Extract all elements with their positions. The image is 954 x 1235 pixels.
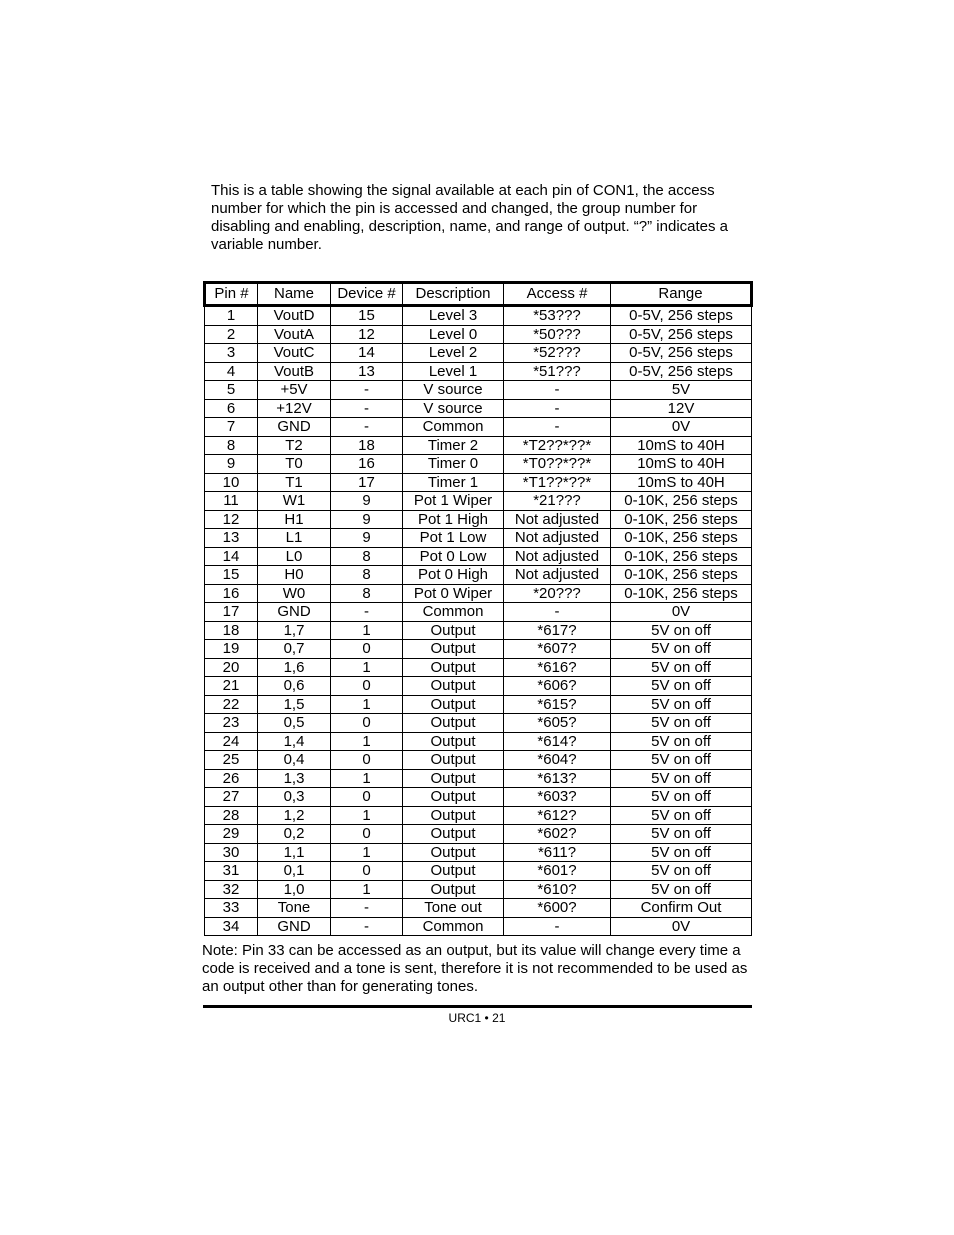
- cell-name: GND: [258, 917, 331, 936]
- cell-range: 0-10K, 256 steps: [611, 529, 752, 548]
- cell-device: 1: [331, 880, 403, 899]
- cell-description: Output: [403, 862, 504, 881]
- cell-range: 0-5V, 256 steps: [611, 306, 752, 326]
- cell-range: 10mS to 40H: [611, 455, 752, 474]
- table-row: [205, 677, 752, 696]
- cell-pin: 21: [205, 677, 258, 696]
- cell-name: H0: [258, 566, 331, 585]
- cell-pin: 29: [205, 825, 258, 844]
- cell-description: Common: [403, 418, 504, 437]
- cell-pin: 13: [205, 529, 258, 548]
- cell-access: *601?: [504, 862, 611, 881]
- cell-access: *602?: [504, 825, 611, 844]
- cell-pin: 11: [205, 492, 258, 511]
- table-body: [205, 306, 752, 936]
- table-row: [205, 825, 752, 844]
- cell-name: 0,2: [258, 825, 331, 844]
- cell-access: Not adjusted: [504, 566, 611, 585]
- cell-range: 5V on off: [611, 640, 752, 659]
- cell-device: -: [331, 418, 403, 437]
- cell-pin: 31: [205, 862, 258, 881]
- cell-access: *20???: [504, 584, 611, 603]
- cell-description: Common: [403, 917, 504, 936]
- con1-pin-table: [203, 281, 753, 936]
- cell-name: L0: [258, 547, 331, 566]
- cell-name: T2: [258, 436, 331, 455]
- cell-device: 15: [331, 306, 403, 326]
- cell-description: Tone out: [403, 899, 504, 918]
- table-row: [205, 621, 752, 640]
- cell-access: -: [504, 399, 611, 418]
- cell-access: *T1??*??*: [504, 473, 611, 492]
- table-row: [205, 769, 752, 788]
- cell-device: 13: [331, 362, 403, 381]
- cell-pin: 23: [205, 714, 258, 733]
- cell-name: 0,6: [258, 677, 331, 696]
- table-row: [205, 732, 752, 751]
- cell-description: Pot 0 Low: [403, 547, 504, 566]
- cell-description: Pot 1 Low: [403, 529, 504, 548]
- cell-pin: 9: [205, 455, 258, 474]
- table-row: [205, 436, 752, 455]
- cell-name: VoutD: [258, 306, 331, 326]
- cell-access: *50???: [504, 325, 611, 344]
- cell-device: 1: [331, 769, 403, 788]
- cell-device: -: [331, 399, 403, 418]
- cell-pin: 4: [205, 362, 258, 381]
- cell-pin: 10: [205, 473, 258, 492]
- cell-access: Not adjusted: [504, 547, 611, 566]
- cell-range: 12V: [611, 399, 752, 418]
- cell-description: Output: [403, 621, 504, 640]
- header-device: Device #: [331, 283, 403, 306]
- cell-access: *51???: [504, 362, 611, 381]
- cell-device: 1: [331, 658, 403, 677]
- table-row: [205, 695, 752, 714]
- cell-device: 0: [331, 640, 403, 659]
- cell-device: 18: [331, 436, 403, 455]
- cell-access: *T0??*??*: [504, 455, 611, 474]
- cell-range: Confirm Out: [611, 899, 752, 918]
- cell-name: 1,6: [258, 658, 331, 677]
- cell-name: VoutA: [258, 325, 331, 344]
- cell-pin: 3: [205, 344, 258, 363]
- note-paragraph: Note: Pin 33 can be accessed as an output, but its value will change every time a code is received and a tone is sent, therefore it is not recommended to be used as an output other than for generating tones.: [202, 942, 748, 995]
- cell-pin: 34: [205, 917, 258, 936]
- cell-device: 0: [331, 788, 403, 807]
- cell-name: VoutC: [258, 344, 331, 363]
- table-row: [205, 344, 752, 363]
- cell-name: 1,1: [258, 843, 331, 862]
- cell-range: 5V on off: [611, 714, 752, 733]
- table-row: [205, 843, 752, 862]
- cell-name: 1,0: [258, 880, 331, 899]
- cell-device: 0: [331, 751, 403, 770]
- table-row: [205, 880, 752, 899]
- footer-rule: [203, 1005, 752, 1008]
- cell-range: 5V on off: [611, 788, 752, 807]
- cell-access: *612?: [504, 806, 611, 825]
- cell-name: 1,3: [258, 769, 331, 788]
- cell-device: 9: [331, 492, 403, 511]
- cell-access: *T2??*??*: [504, 436, 611, 455]
- cell-device: 8: [331, 547, 403, 566]
- cell-pin: 5: [205, 381, 258, 400]
- cell-access: *600?: [504, 899, 611, 918]
- cell-description: Output: [403, 714, 504, 733]
- cell-name: H1: [258, 510, 331, 529]
- cell-access: *613?: [504, 769, 611, 788]
- cell-access: *616?: [504, 658, 611, 677]
- cell-range: 0-5V, 256 steps: [611, 362, 752, 381]
- cell-range: 10mS to 40H: [611, 436, 752, 455]
- cell-device: 1: [331, 732, 403, 751]
- cell-range: 5V on off: [611, 751, 752, 770]
- cell-access: *615?: [504, 695, 611, 714]
- cell-device: -: [331, 917, 403, 936]
- cell-range: 0-10K, 256 steps: [611, 492, 752, 511]
- table-row: [205, 640, 752, 659]
- cell-range: 0-10K, 256 steps: [611, 584, 752, 603]
- table-row: [205, 566, 752, 585]
- cell-range: 0-10K, 256 steps: [611, 566, 752, 585]
- table-row: [205, 325, 752, 344]
- cell-pin: 27: [205, 788, 258, 807]
- header-range: Range: [611, 283, 752, 306]
- cell-range: 5V on off: [611, 806, 752, 825]
- cell-device: 1: [331, 806, 403, 825]
- cell-access: *617?: [504, 621, 611, 640]
- cell-description: Pot 0 Wiper: [403, 584, 504, 603]
- cell-description: Timer 0: [403, 455, 504, 474]
- cell-name: 0,5: [258, 714, 331, 733]
- cell-access: *604?: [504, 751, 611, 770]
- cell-access: *52???: [504, 344, 611, 363]
- cell-description: Output: [403, 751, 504, 770]
- header-access: Access #: [504, 283, 611, 306]
- cell-device: 0: [331, 825, 403, 844]
- table-row: [205, 899, 752, 918]
- cell-description: Pot 0 High: [403, 566, 504, 585]
- cell-range: 5V on off: [611, 825, 752, 844]
- cell-device: 0: [331, 862, 403, 881]
- cell-pin: 2: [205, 325, 258, 344]
- cell-name: GND: [258, 603, 331, 622]
- header-description: Description: [403, 283, 504, 306]
- cell-name: 1,2: [258, 806, 331, 825]
- cell-device: -: [331, 899, 403, 918]
- cell-pin: 33: [205, 899, 258, 918]
- cell-access: *605?: [504, 714, 611, 733]
- table-row: [205, 788, 752, 807]
- cell-range: 0-5V, 256 steps: [611, 325, 752, 344]
- cell-description: Output: [403, 788, 504, 807]
- cell-range: 5V on off: [611, 769, 752, 788]
- table-row: [205, 362, 752, 381]
- cell-pin: 16: [205, 584, 258, 603]
- cell-description: Level 0: [403, 325, 504, 344]
- cell-range: 0V: [611, 418, 752, 437]
- cell-pin: 25: [205, 751, 258, 770]
- cell-device: 12: [331, 325, 403, 344]
- cell-name: VoutB: [258, 362, 331, 381]
- table-row: [205, 862, 752, 881]
- cell-device: 16: [331, 455, 403, 474]
- cell-name: 0,4: [258, 751, 331, 770]
- page-footer: URC1 • 21: [448, 1011, 506, 1025]
- cell-description: Output: [403, 677, 504, 696]
- cell-range: 10mS to 40H: [611, 473, 752, 492]
- cell-pin: 6: [205, 399, 258, 418]
- cell-access: *610?: [504, 880, 611, 899]
- table-row: [205, 381, 752, 400]
- table-row: [205, 584, 752, 603]
- cell-name: 0,3: [258, 788, 331, 807]
- cell-description: Output: [403, 732, 504, 751]
- cell-name: 1,7: [258, 621, 331, 640]
- cell-description: Output: [403, 825, 504, 844]
- table-row: [205, 529, 752, 548]
- table-header-row: [205, 283, 752, 306]
- cell-name: Tone: [258, 899, 331, 918]
- header-pin: Pin #: [205, 283, 258, 306]
- cell-device: 8: [331, 584, 403, 603]
- header-name: Name: [258, 283, 331, 306]
- cell-pin: 1: [205, 306, 258, 326]
- cell-name: +5V: [258, 381, 331, 400]
- cell-description: Output: [403, 658, 504, 677]
- cell-access: -: [504, 381, 611, 400]
- cell-description: Level 1: [403, 362, 504, 381]
- cell-pin: 24: [205, 732, 258, 751]
- cell-device: 14: [331, 344, 403, 363]
- cell-description: Output: [403, 843, 504, 862]
- cell-description: Output: [403, 640, 504, 659]
- cell-pin: 14: [205, 547, 258, 566]
- cell-access: *603?: [504, 788, 611, 807]
- table-row: [205, 306, 752, 326]
- cell-description: Level 2: [403, 344, 504, 363]
- cell-pin: 12: [205, 510, 258, 529]
- cell-description: Timer 2: [403, 436, 504, 455]
- cell-description: Output: [403, 695, 504, 714]
- cell-name: 0,1: [258, 862, 331, 881]
- cell-access: Not adjusted: [504, 529, 611, 548]
- cell-device: 8: [331, 566, 403, 585]
- cell-device: 9: [331, 510, 403, 529]
- table-row: [205, 399, 752, 418]
- cell-name: W1: [258, 492, 331, 511]
- cell-device: 0: [331, 714, 403, 733]
- cell-device: 1: [331, 843, 403, 862]
- cell-device: 0: [331, 677, 403, 696]
- table-row: [205, 917, 752, 936]
- cell-name: T1: [258, 473, 331, 492]
- cell-range: 5V on off: [611, 658, 752, 677]
- cell-access: *21???: [504, 492, 611, 511]
- cell-pin: 26: [205, 769, 258, 788]
- cell-range: 5V on off: [611, 862, 752, 881]
- table-row: [205, 603, 752, 622]
- cell-access: *614?: [504, 732, 611, 751]
- cell-range: 5V on off: [611, 621, 752, 640]
- cell-pin: 7: [205, 418, 258, 437]
- cell-device: -: [331, 603, 403, 622]
- cell-pin: 20: [205, 658, 258, 677]
- table-row: [205, 473, 752, 492]
- cell-range: 0V: [611, 603, 752, 622]
- cell-name: 0,7: [258, 640, 331, 659]
- cell-pin: 18: [205, 621, 258, 640]
- cell-range: 5V on off: [611, 843, 752, 862]
- cell-pin: 32: [205, 880, 258, 899]
- cell-access: *611?: [504, 843, 611, 862]
- cell-access: -: [504, 418, 611, 437]
- cell-name: 1,5: [258, 695, 331, 714]
- cell-description: Timer 1: [403, 473, 504, 492]
- cell-pin: 19: [205, 640, 258, 659]
- cell-access: Not adjusted: [504, 510, 611, 529]
- cell-access: -: [504, 917, 611, 936]
- cell-range: 0-10K, 256 steps: [611, 510, 752, 529]
- cell-range: 0-10K, 256 steps: [611, 547, 752, 566]
- cell-range: 0V: [611, 917, 752, 936]
- cell-description: Pot 1 Wiper: [403, 492, 504, 511]
- cell-description: Output: [403, 880, 504, 899]
- cell-device: 17: [331, 473, 403, 492]
- cell-name: 1,4: [258, 732, 331, 751]
- table-row: [205, 714, 752, 733]
- cell-access: -: [504, 603, 611, 622]
- table-row: [205, 510, 752, 529]
- table-row: [205, 455, 752, 474]
- cell-name: T0: [258, 455, 331, 474]
- cell-description: Output: [403, 806, 504, 825]
- cell-pin: 17: [205, 603, 258, 622]
- cell-range: 0-5V, 256 steps: [611, 344, 752, 363]
- cell-device: 1: [331, 695, 403, 714]
- cell-description: Level 3: [403, 306, 504, 326]
- cell-range: 5V on off: [611, 695, 752, 714]
- cell-access: *607?: [504, 640, 611, 659]
- cell-access: *606?: [504, 677, 611, 696]
- cell-name: +12V: [258, 399, 331, 418]
- cell-device: 9: [331, 529, 403, 548]
- cell-device: 1: [331, 621, 403, 640]
- cell-description: Output: [403, 769, 504, 788]
- cell-range: 5V on off: [611, 880, 752, 899]
- cell-range: 5V on off: [611, 677, 752, 696]
- cell-pin: 30: [205, 843, 258, 862]
- table-row: [205, 751, 752, 770]
- table-row: [205, 547, 752, 566]
- cell-description: Pot 1 High: [403, 510, 504, 529]
- cell-pin: 15: [205, 566, 258, 585]
- cell-pin: 8: [205, 436, 258, 455]
- cell-device: -: [331, 381, 403, 400]
- cell-name: L1: [258, 529, 331, 548]
- cell-access: *53???: [504, 306, 611, 326]
- cell-description: Common: [403, 603, 504, 622]
- table-row: [205, 806, 752, 825]
- cell-range: 5V: [611, 381, 752, 400]
- intro-paragraph: This is a table showing the signal available at each pin of CON1, the access number for which the pin is accessed and changed, the group number for disabling and enabling, description, name, and range of output. “?” indicates a variable number.: [211, 182, 729, 253]
- cell-name: GND: [258, 418, 331, 437]
- cell-description: V source: [403, 399, 504, 418]
- cell-name: W0: [258, 584, 331, 603]
- cell-range: 5V on off: [611, 732, 752, 751]
- cell-pin: 28: [205, 806, 258, 825]
- cell-pin: 22: [205, 695, 258, 714]
- table-row: [205, 658, 752, 677]
- cell-description: V source: [403, 381, 504, 400]
- table-row: [205, 492, 752, 511]
- table-row: [205, 418, 752, 437]
